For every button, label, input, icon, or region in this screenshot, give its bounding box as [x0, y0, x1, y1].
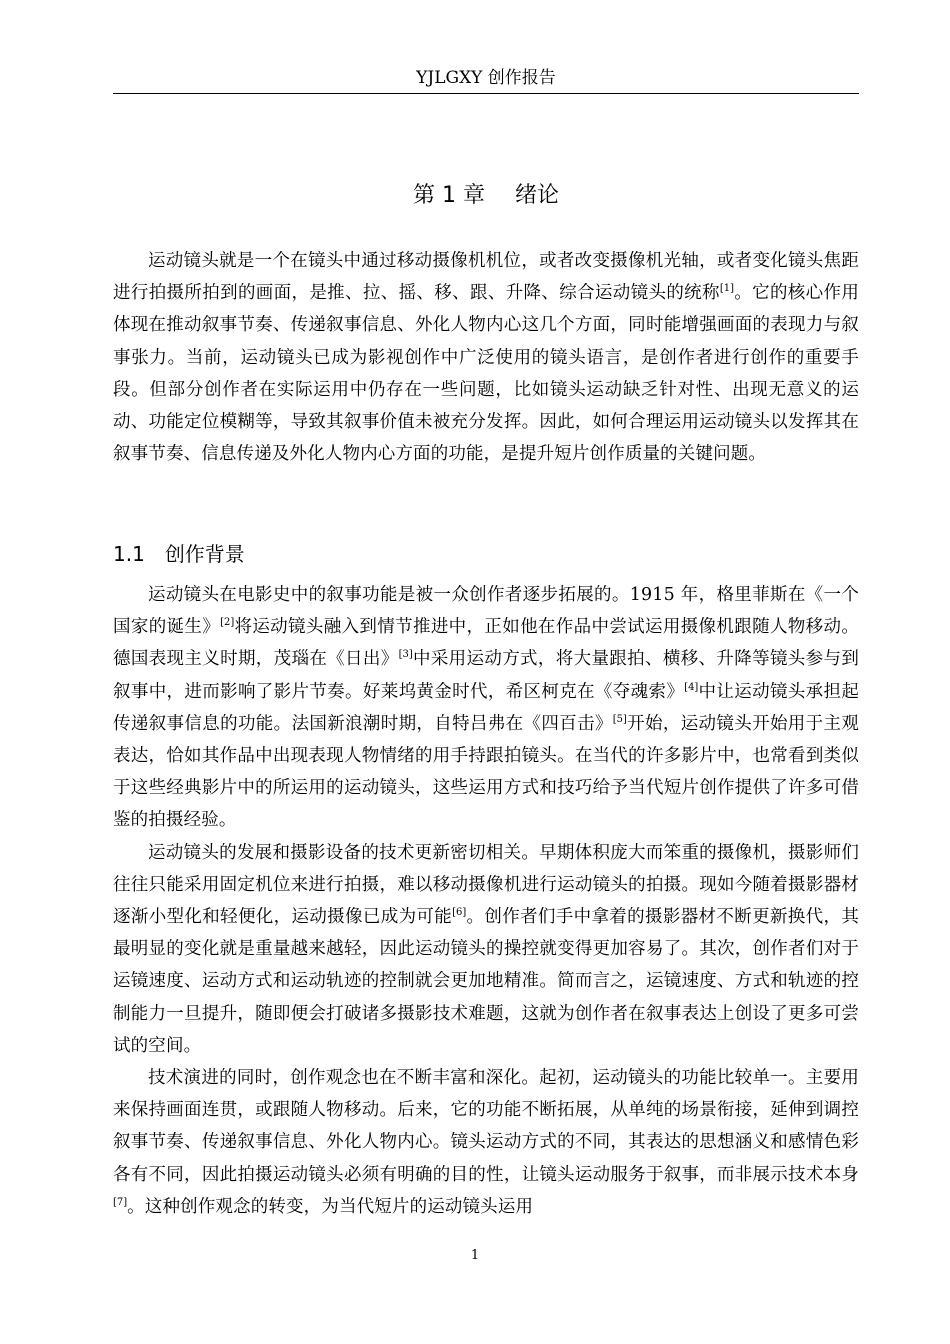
chapter-title: 绪论: [514, 183, 559, 208]
p3-text-2: 。这种创作观念的转变，为当代短片的运动镜头运用: [127, 1196, 534, 1217]
p1-text-2: 将运动镜头融入到情节推进中，正如他在作品中尝试运用摄像机跟随人物移动。德国表现主义时期，茂瑙在《日出》: [113, 617, 860, 670]
p2-text-1: 运动镜头的发展和摄影设备的技术更新密切相关。早期体积庞大而笨重的摄像机，摄影师们往往只能采用固定机位来进行拍摄，难以移动摄像机进行运动镜头的拍摄。现如今随着摄影器材逐渐小型化和轻便化，运动摄像已成为可能: [113, 842, 859, 928]
intro-text-1: 运动镜头就是一个在镜头中通过移动摄像机机位，或者改变摄像机光轴，或者变化镜头焦距进行拍摄所拍到的画面，是推、拉、摇、移、跟、升降、综合运动镜头的统称: [113, 251, 859, 304]
chapter-number: 第 1 章: [413, 183, 485, 208]
p3-text-1: 技术演进的同时，创作观念也在不断丰富和深化。起初，运动镜头的功能比较单一。主要用来保持画面连贯，或跟随人物移动。后来，它的功能不断拓展，从单纯的场景衔接，延伸到调控叙事节奏、传递叙事信息、外化人物内心。镜头运动方式的不同，其表达的思想涵义和感情色彩各有不同，因此拍摄运动镜头必须有明确的目的性，让镜头运动服务于叙事，而非展示技术本身: [113, 1068, 859, 1185]
section-number: 1.1: [113, 542, 145, 566]
background-paragraph-2: [113, 837, 859, 1062]
citation-1: [1]: [719, 283, 735, 295]
background-paragraph-1: [113, 579, 859, 837]
citation-3: [3]: [398, 649, 413, 661]
section-body: [113, 579, 859, 1223]
intro-text-2: 。它的核心作用体现在推动叙事节奏、传递叙事信息、外化人物内心这几个方面，同时能增强画面的表现力与叙事张力。当前，运动镜头已成为影视创作中广泛使用的镜头语言，是创作者进行创作的重要手段。但部分创作者在实际运用中仍存在一些问题，比如镜头运动缺乏针对性、出现无意义的运动、功能定位模糊等，导致其叙事价值未被充分发挥。因此，如何合理运用运动镜头以发挥其在叙事节奏、信息传递及外化人物内心方面的功能，是提升短片创作质量的关键问题。: [113, 283, 859, 465]
intro-paragraph: [113, 245, 859, 470]
chapter-heading: [113, 178, 859, 214]
citation-4: [4]: [684, 681, 699, 693]
section-title: 创作背景: [164, 542, 245, 566]
citation-2: [2]: [220, 617, 235, 629]
running-header: YJLGXY 创作报告: [416, 68, 556, 88]
p2-text-2: 。创作者们手中拿着的摄影器材不断更新换代，其最明显的变化就是重量越来越轻，因此运动镜头的操控就变得更加容易了。其次，创作者们对于运镜速度、运动方式和运动轨迹的控制就会更加地精准。简而言之，运镜速度、方式和轨迹的控制能力一旦提升，随即便会打破诸多摄影技术难题，这就为创作者在叙事表达上创设了更多可尝试的空间。: [113, 907, 859, 1056]
intro-section: [113, 245, 859, 470]
p1-text-3: 中采用运动方式，将大量跟拍、横移、升降等镜头参与到叙事中，进而影响了影片节奏。好莱坞黄金时代，希区柯克在《夺魂索》: [113, 649, 859, 702]
citation-6: [6]: [452, 907, 467, 919]
p1-text-1: 运动镜头在电影史中的叙事功能是被一众创作者逐步拓展的。1915 年，格里菲斯在《一个国家的诞生》: [113, 585, 859, 638]
page-number: 1: [470, 1248, 480, 1263]
section-heading: [113, 536, 859, 572]
header-divider: [113, 93, 859, 94]
citation-5: [5]: [612, 713, 627, 725]
p1-text-5: 开始，运动镜头开始用于主观表达，恰如其作品中出现表现人物情绪的用手持跟拍镜头。在当代的许多影片中，也常看到类似于这些经典影片中的所运用的运动镜头，这些运用方式和技巧给予当代短片创作提供了许多可借鉴的拍摄经验。: [113, 713, 859, 831]
p1-text-4: 中让运动镜头承担起传递叙事信息的功能。法国新浪潮时期，自特吕弗在《四百击》: [113, 681, 859, 734]
citation-7: [7]: [113, 1196, 128, 1208]
background-paragraph-3: [113, 1062, 859, 1223]
